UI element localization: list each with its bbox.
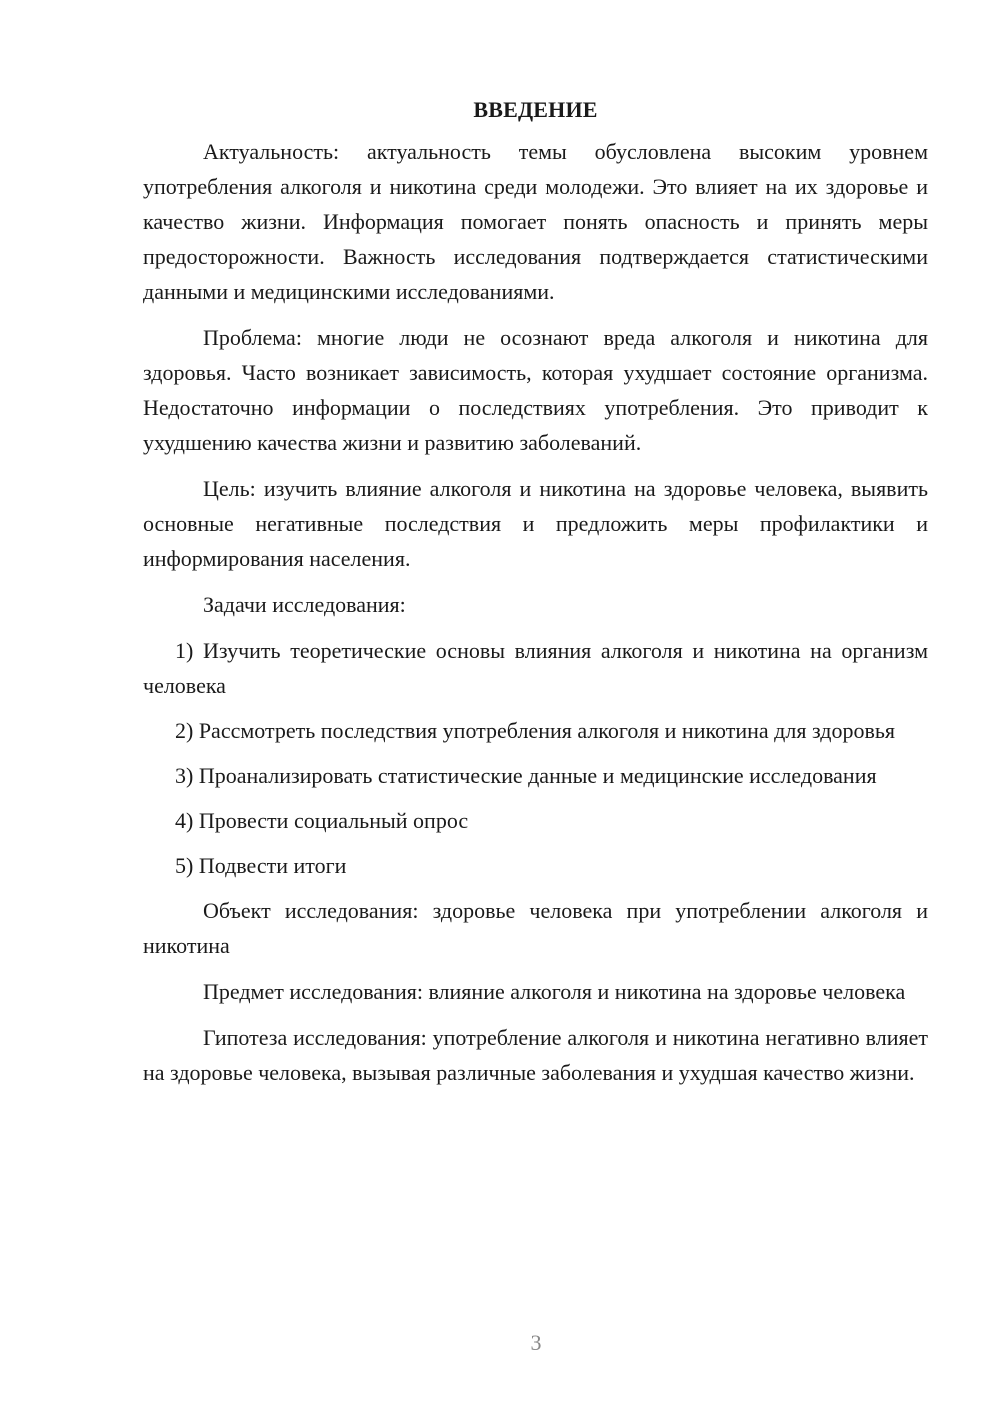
subject-paragraph: Предмет исследования: влияние алкоголя и никотина на здоровье человека (203, 979, 906, 1004)
tasks-heading: Задачи исследования: (203, 592, 406, 617)
document-page (143, 90, 928, 1101)
problem-paragraph: Проблема: многие люди не осознают вреда алкоголя и никотина для здоровья. Часто возникает зависимость, которая ухудшает состояние организма. Недостаточно информации о последствиях употребления. Это приводит к ухудшению качества жизни и развитию заболеваний. (143, 325, 928, 455)
task-item: 3) Проанализировать статистические данные и медицинские исследования (175, 763, 877, 788)
task-item: 1) Изучить теоретические основы влияния алкоголя и никотина на организм человека (143, 638, 928, 698)
goal-paragraph: Цель: изучить влияние алкоголя и никотина на здоровье человека, выявить основные негативные последствия и предложить меры профилактики и информирования населения. (143, 476, 928, 571)
task-item: 4) Провести социальный опрос (175, 808, 469, 833)
task-item: 2) Рассмотреть последствия употребления алкоголя и никотина для здоровья (175, 718, 895, 743)
task-item: 5) Подвести итоги (175, 853, 347, 878)
relevance-paragraph: Актуальность: актуальность темы обусловлена высоким уровнем употребления алкоголя и никотина среди молодежи. Это влияет на их здоровье и качество жизни. Информация помогает понять опасность и принять меры предосторожности. Важность исследования подтверждается статистическими данными и медицинскими исследованиями. (143, 139, 928, 304)
hypothesis-paragraph: Гипотеза исследования: употребление алкоголя и никотина негативно влияет на здоровье человека, вызывая различные заболевания и ухудшая качество жизни. (143, 1025, 928, 1085)
object-paragraph: Объект исследования: здоровье человека при употреблении алкоголя и никотина (143, 898, 928, 958)
page-number: 3 (530, 1330, 542, 1355)
page-title: ВВЕДЕНИЕ (473, 97, 598, 122)
